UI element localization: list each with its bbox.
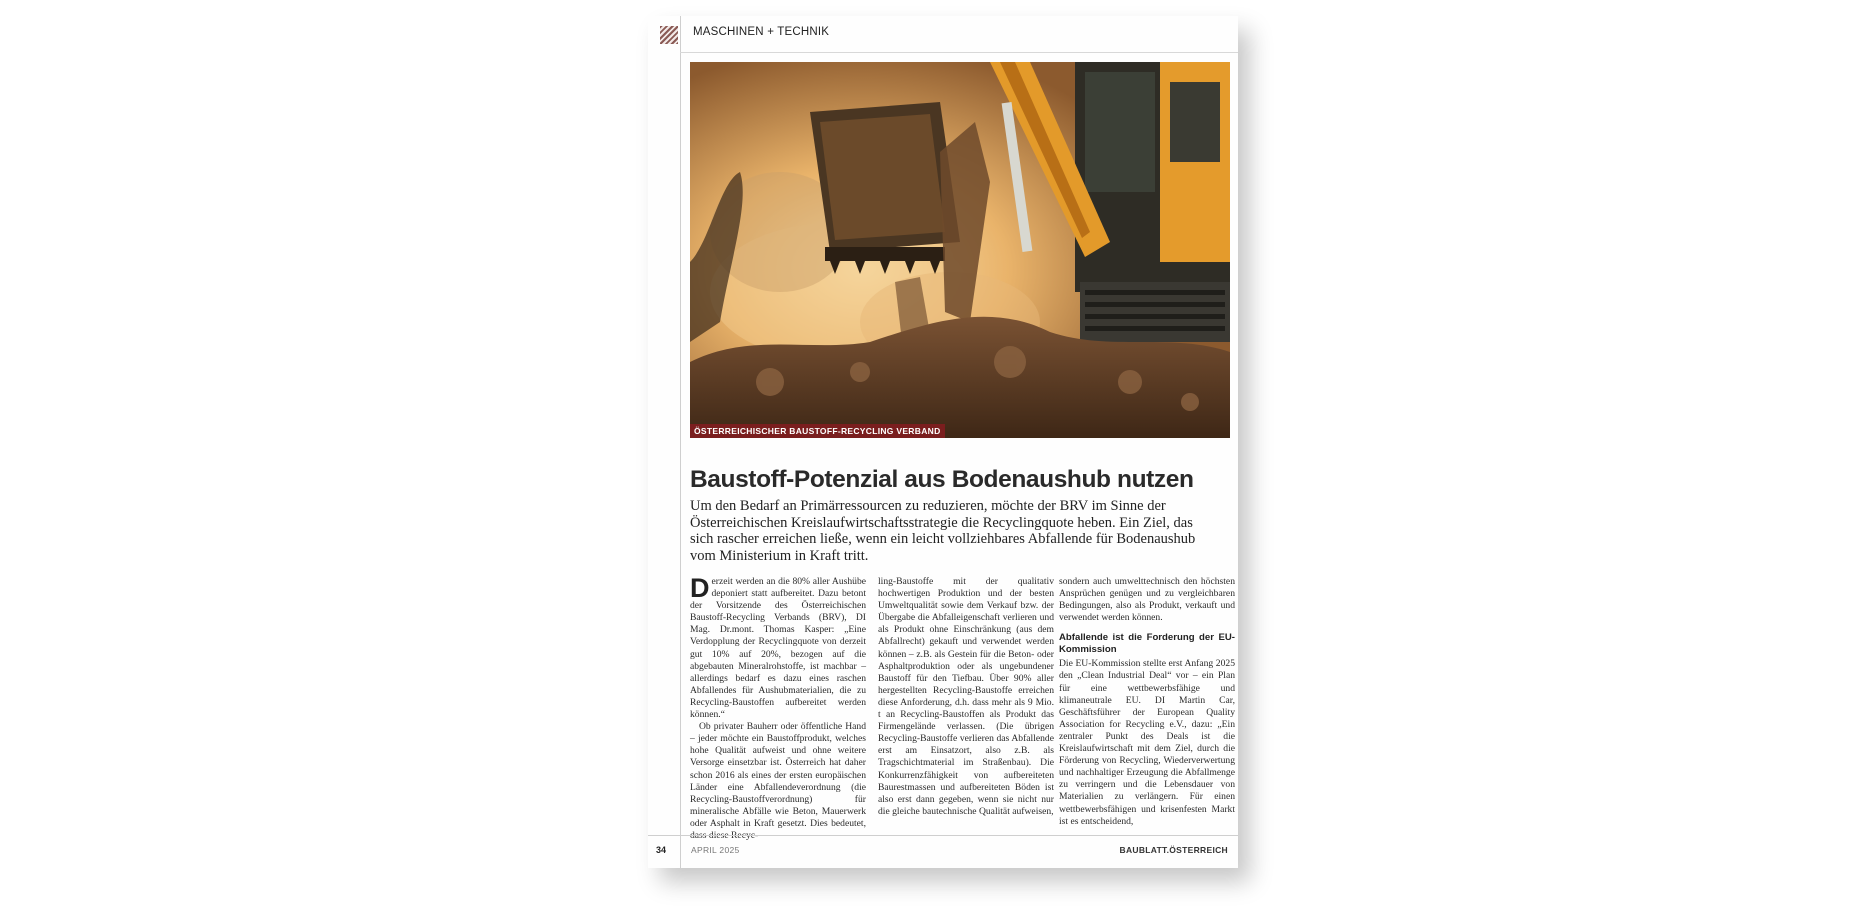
photo-credit: ÖSTERREICHISCHER BAUSTOFF-RECYCLING VERBAND <box>690 424 945 438</box>
magazine-page <box>648 16 1238 868</box>
paragraph-5: Die EU-Kommission stellte erst Anfang 2025 den „Clean Industrial Deal“ vor – ein Plan für eine wettbewerbsfähige und klimaneutrale EU. DI Martin Car, Geschäftsführer der European Quality Association for Recycling e.V., dazu: „Ein zentraler Punkt des Deals ist die Kreislaufwirtschaft mit dem Ziel, durch die Förderung von Recycling, Wiederverwertung und nachhaltiger Erzeugung die Abfallmenge zu verringern und die Lebensdauer von Materialien zu verlängern. Für einen wettbewerbsfähigen und krisenfesten Markt ist es entscheidend, <box>1059 658 1235 827</box>
issue-date: APRIL 2025 <box>691 845 740 855</box>
text-column-1 <box>690 573 866 842</box>
margin-rule <box>680 16 681 868</box>
header-rule <box>680 52 1238 53</box>
paragraph-4: sondern auch umwelttechnisch den höchsten Ansprüchen genügen und zu vergleichbaren Bedingungen, also als Produkt, verkauft und verwendet werden können. <box>1059 576 1235 624</box>
excavator-photo <box>690 62 1230 438</box>
paragraph-2: Ob privater Bauherr oder öffentliche Hand – jeder möchte ein Baustoffprodukt, welches hohe Qualität aufweist und ohne weitere Versorge einsetzbar ist. Österreich hat daher schon 2016 als eines der ersten europäischen Länder eine Abfallendeverordnung (die Recycling-Baustoffverordnung) für mineralische Abfälle wie Beton, Mauerwerk oder Asphalt in Kraft gesetzt. Dies bedeutet, <box>690 721 866 829</box>
section-hatch-icon <box>660 26 678 44</box>
text-column-3 <box>1059 576 1235 828</box>
text-column-2 <box>878 576 1054 818</box>
page-number: 34 <box>656 845 667 855</box>
paragraph-1-text: erzeit werden an die 80% aller Aushübe deponiert statt aufbereitet. Dazu betont der Vorsitzende des Österreichischen Baustoff-Recycling Verbands (BRV), DI Mag. Dr.mont. Thomas Kasper: „Eine Verdopplung der Recyclingquote von derzeit gut 10% auf 20%, bezogen auf die abgebauten Mineralrohstoffe, ist machbar – allerdings bedarf es dazu eines raschen Abfallendes für Aushubmaterialien, die zu Recycling-Baustoffen aufbereitet werden können.“ <box>690 576 866 721</box>
article-title: Baustoff-Potenzial aus Bodenaushub nutzen <box>690 466 1194 493</box>
section-label: MASCHINEN + TECHNIK <box>693 26 830 38</box>
excavator-illustration <box>690 62 1230 438</box>
subheading: Abfallende ist die Forderung der EU-Kommission <box>1059 632 1235 655</box>
article-lead: Um den Bedarf an Primärressourcen zu reduzieren, möchte der BRV im Sinne der Österreichischen Kreislaufwirtschaftsstrategie die Recyclingquote heben. Ein Ziel, das sich rascher erreichen ließe, wenn ein leicht vollziehbares Abfallende für Bodenaushub vom Ministerium in Kraft tritt. <box>690 498 1196 564</box>
footer-rule <box>648 835 1238 836</box>
paragraph-3: ling-Baustoffe mit der qualitativ hochwertigen Produktion und der besten Umweltqualität sowie dem Verkauf bzw. der Übergabe die Abfalleigenschaft verlieren und als Produkt ohne Einschränkung (aus dem Abfallrecht) gekauft und verwendet werden können – z.B. als Gestein für die Beton- oder Asphaltproduktion oder als ungebundener Baustoff für den Tiefbau. Über 90% aller hergestellten Recycling-Baustoffe erreichen diese Anforderung, d.h. dass mehr als 9 Mio. t an Recycling-Baustoffen als Produkt das Firmengelände verlassen. (Die übrigen Recycling-Baustoffe verlieren das Abfallende erst am Einsatzort, also z.B. als Tragschichtmaterial im Straßenbau). Die Konkurrenzfähigkeit von aufbereiteten Baurestmassen und aufbereiteten Böden ist also erst dann gegeben, wenn sie nicht nur die gleiche bautechnische Qualität aufweisen, <box>878 576 1054 817</box>
paragraph-1 <box>690 573 866 721</box>
publication-name: BAUBLATT.ÖSTERREICH <box>1119 845 1228 855</box>
drop-cap: D <box>690 573 710 603</box>
